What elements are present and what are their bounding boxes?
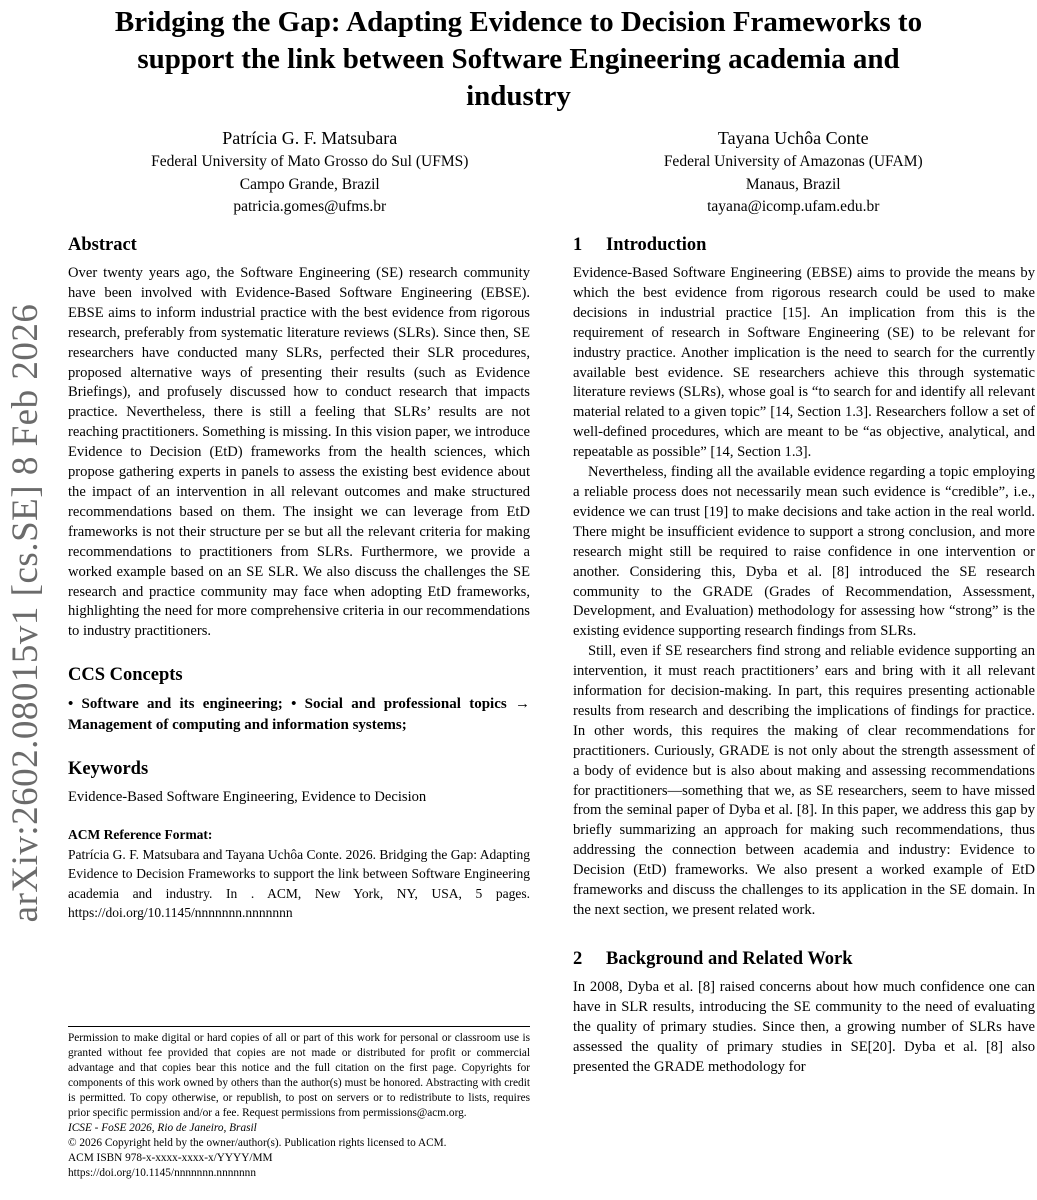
abstract-heading: Abstract [68,235,137,255]
copyright-footnote [68,1026,530,1181]
acm-reference-text: Patrícia G. F. Matsubara and Tayana Uchôa Conte. 2026. Bridging the Gap: Adapting Evidence to Decision Frameworks to support the link between Software Engineering academia and industry. In . ACM, New York, NY, USA, 5 pages. https://doi.org/10.1145/nnnnnnn.nnnnnnn [68,846,530,921]
footnote-doi: https://doi.org/10.1145/nnnnnnn.nnnnnnn [68,1167,256,1179]
keywords-text: Evidence-Based Software Engineering, Evidence to Decision [68,789,427,806]
author-block [68,126,552,219]
arxiv-watermark: arXiv:2602.08015v1 [cs.SE] 8 Feb 2026 [5,303,46,923]
ccs-heading: CCS Concepts [68,665,183,686]
section-1-heading [573,233,1035,258]
section-number: 2 [573,948,583,969]
keywords-body [68,788,530,808]
section-title: Background and Related Work [606,948,853,969]
paper-title-line: Bridging the Gap: Adapting Evidence to Decision Frameworks to [114,6,923,38]
paper-title-line: support the link between Software Engineering academia and [137,43,900,75]
right-column [573,233,1035,1200]
author-affiliation: Federal University of Mato Grosso do Sul (UFMS) [151,153,469,170]
author-location: Campo Grande, Brazil [239,175,380,193]
author-email: patricia.gomes@ufms.br [233,198,387,215]
paragraph: Still, even if SE researchers find strong and reliable evidence supporting an intervention, it must reach practitioners’ ears and bring with it all relevant information for decision-making. In part, this requires presenting actionable results from research and describing the implications of findings for practice. In other words, this requires the making of clear recommendations for practitioners. Curiously, GRADE is not only about the strength assessment of a body of evidence but is also about making and assessing recommendations for practitioners—something that we, as SE researchers, seem to have missed from the seminal paper of Dyba et al. [8]. In this paper, we address this gap by briefly summarizing an approach for making such recommendations, thus addressing the connection between academia and industry: Evidence to Decision (EtD) frameworks. We also present a worked example of EtD frameworks and discuss the challenges to its application in the SE domain. In the next section, we present related work. [573,643,1035,918]
author-name: Patrícia G. F. Matsubara [222,128,398,148]
section-2-body [573,978,1035,1078]
section-1-body [573,264,1035,921]
paragraph: In 2008, Dyba et al. [8] raised concerns about how much confidence one can have in SLR results, introducing the SE community to the need of evaluating the quality of primary studies. Since then, a growing number of SLRs have assessed the quality of primary studies in SE[20]. Dyba et al. [8] also presented the GRADE methodology for [573,978,1035,1075]
footnote-copyright: © 2026 Copyright held by the owner/author(s). Publication rights licensed to ACM. [68,1137,447,1149]
author-row [68,126,1035,219]
section-number: 1 [573,235,583,255]
author-email: tayana@icomp.ufam.edu.br [707,198,880,215]
keywords-heading: Keywords [68,759,149,780]
author-name: Tayana Uchôa Conte [717,128,869,148]
footnote-venue: ICSE - FoSE 2026, Rio de Janeiro, Brasil [68,1122,257,1134]
ccs-body [68,694,530,736]
acm-reference-heading: ACM Reference Format: [68,827,213,843]
footnote-permission: Permission to make digital or hard copies of all or part of this work for personal or classroom use is granted without fee provided that copies are not made or distributed for profit or commercial advantage and that copies bear this notice and the full citation on the first page. Copyrights for components of this work owned by others than the author(s) must be honored. Abstracting with credit is permitted. To copy otherwise, or republish, to post on servers or to redistribute to lists, requires prior specific permission and/or a fee. Request permissions from permissions@acm.org. [68,1032,530,1119]
paragraph: Evidence-Based Software Engineering (EBSE) aims to provide the means by which the best evidence from rigorous research could be used to make decisions in industrial practice [15]. An implication from this is the requirement of research in Software Engineering (SE) to be relevant for industry practice. Another implication is the need to search for the currently available best evidence. SE researchers achieve this through systematic literature reviews (SLRs), whose goal is “to search for and identify all relevant material related to a given topic” [14, Section 1.3]. Researchers follow a set of well-defined procedures, which are meant to be “as objective, analytical, and repeatable as possible” [14, Section 1.3]. [573,265,1035,461]
author-block [552,126,1036,219]
left-column [68,233,530,923]
ccs-text: • Software and its engineering; • Social and professional topics → Management of computing and information systems; [68,696,530,734]
author-affiliation: Federal University of Amazonas (UFAM) [663,153,923,170]
author-location: Manaus, Brazil [745,175,841,193]
paragraph: Nevertheless, finding all the available evidence regarding a topic employing a reliable process does not necessarily mean such evidence is “credible”, i.e., evidence we can trust [19] to make decisions and take action in the real world. There might be insufficient evidence to support a strong conclusion, and more research might still be required to raise confidence in one intervention or another. Considering this, Dyba et al. [8] introduced the SE research community to the GRADE (Grades of Recommendation, Assessment, Development, and Evaluation) methodology for assessing how “strong” is the existing evidence supporting research findings from SLRs. [573,464,1035,640]
section-2-heading [573,947,1035,972]
paper-title [35,4,1002,115]
paper-title-line: industry [466,80,571,112]
abstract-body [68,264,530,642]
footnote-isbn: ACM ISBN 978-x-xxxx-xxxx-x/YYYY/MM [68,1152,273,1164]
abstract-text: Over twenty years ago, the Software Engineering (SE) research community have been involved with Evidence-Based Software Engineering (EBSE). EBSE aims to inform industrial practice with the best evidence from rigorous research, preferably from systematic literature reviews (SLRs). Since then, SE researchers have conducted many SLRs, perfected their SLR procedures, proposed alternative ways of presenting their results (such as Evidence Briefings), and profusely discussed how to conduct research that impacts practice. Nevertheless, there is still a feeling that SLRs’ results are not reaching practitioners. Something is missing. In this vision paper, we introduce Evidence to Decision (EtD) frameworks from the health sciences, which propose gathering experts in panels to assess the existing best evidence about the impact of an intervention in all relevant outcomes and make structured recommendations based on them. The insight we can leverage from EtD frameworks is not their structure per se but all the relevant criteria for making recommendations to practitioners from SLRs. Furthermore, we provide a worked example based on an SE SLR. We also discuss the challenges the SE research and practice community may face when adopting EtD frameworks, highlighting the need for more comprehensive criteria in our recommendations to industry practitioners. [68,265,530,640]
section-title: Introduction [606,235,707,255]
